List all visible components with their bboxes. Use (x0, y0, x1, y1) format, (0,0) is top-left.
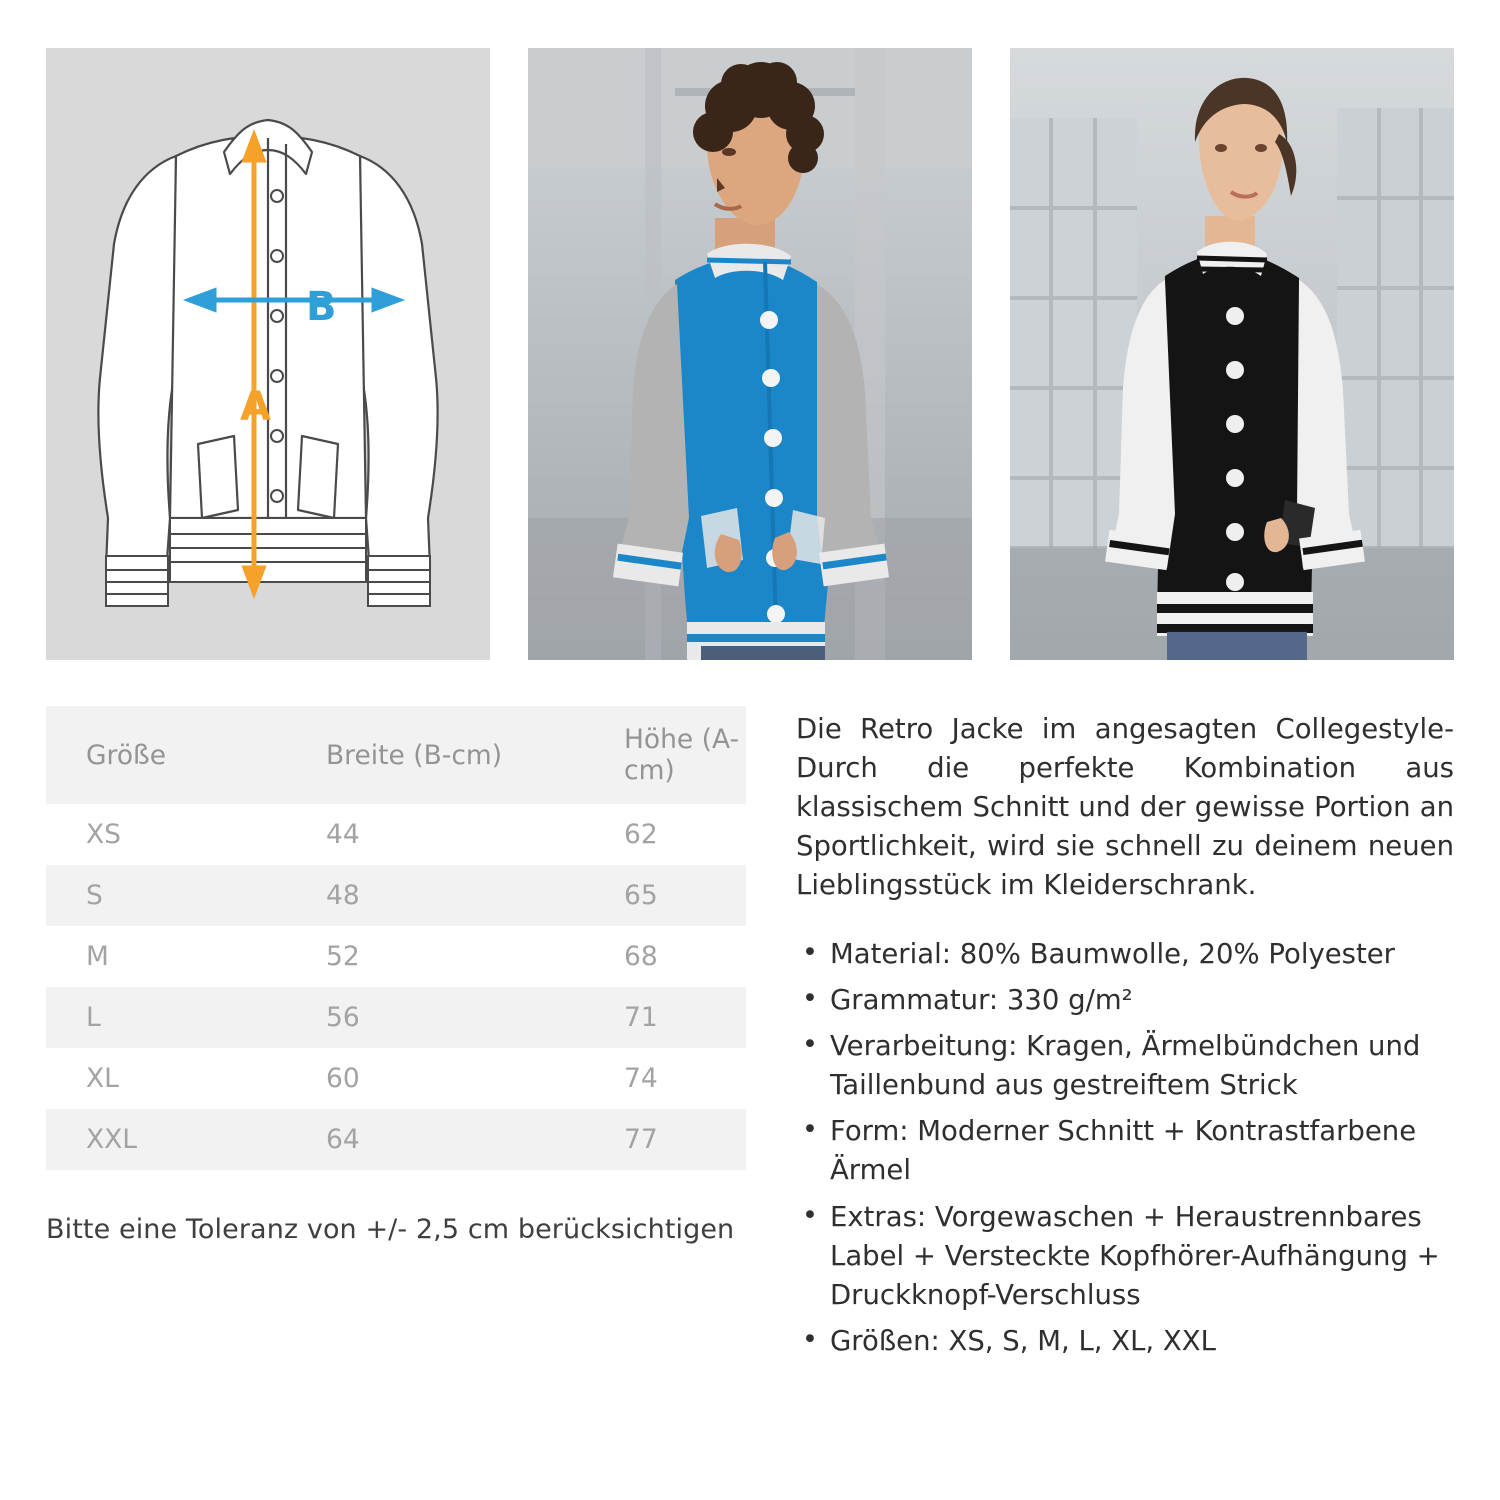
cell-height: 62 (624, 819, 658, 850)
feature-list (796, 935, 1454, 1360)
table-row (46, 1048, 746, 1109)
size-table-body (46, 804, 746, 1170)
table-row (46, 926, 746, 987)
cell-height: 74 (624, 1063, 658, 1094)
cell-height: 71 (624, 1002, 658, 1033)
size-diagram (46, 48, 490, 660)
cell-size: L (86, 1002, 101, 1033)
list-item: • Extras: Vorgewaschen + Heraustrennbares Label + Versteckte Kopfhörer-Aufhängung + Druckknopf-Verschluss (796, 1198, 1454, 1315)
cell-width: 48 (326, 880, 360, 911)
cell-size: M (86, 941, 109, 972)
model-photo-female (1010, 48, 1454, 660)
cell-size: XL (86, 1063, 119, 1094)
table-row (46, 804, 746, 865)
list-item: • Material: 80% Baumwolle, 20% Polyester (796, 935, 1454, 974)
column-header-width: Breite (B-cm) (286, 706, 584, 804)
list-item: • Form: Moderner Schnitt + Kontrastfarbene Ärmel (796, 1112, 1454, 1190)
content-row (46, 706, 1454, 1368)
female-model-illustration-icon (1010, 48, 1454, 660)
list-item: • Verarbeitung: Kragen, Ärmelbündchen und Taillenbund aus gestreiftem Strick (796, 1027, 1454, 1105)
description-paragraph: Die Retro Jacke im angesagten Collegestyle- Durch die perfekte Kombination aus klassischem Schnitt und der gewisse Portion an Sportlichkeit, wird sie schnell zu deinem neuen Lieblingsstück im Kleiderschrank. (796, 713, 1454, 902)
size-table-column (46, 706, 756, 1368)
table-row (46, 1109, 746, 1170)
list-item: • Größen: XS, S, M, L, XL, XXL (796, 1322, 1454, 1361)
cell-width: 64 (326, 1124, 360, 1155)
jacket-technical-drawing-icon (46, 48, 490, 660)
image-row (46, 48, 1454, 660)
size-table-head (46, 706, 746, 804)
width-label: B (306, 284, 337, 330)
list-item: • Grammatur: 330 g/m² (796, 981, 1454, 1020)
cell-height: 68 (624, 941, 658, 972)
cell-height: 65 (624, 880, 658, 911)
cell-width: 44 (326, 819, 360, 850)
height-label: A (240, 384, 271, 430)
tolerance-note: Bitte eine Toleranz von +/- 2,5 cm berücksichtigen (46, 1214, 735, 1245)
size-table (46, 706, 746, 1170)
cell-size: XS (86, 819, 121, 850)
cell-size: XXL (86, 1124, 138, 1155)
cell-height: 77 (624, 1124, 658, 1155)
model-photo-male (528, 48, 972, 660)
description-column (796, 706, 1454, 1368)
cell-width: 60 (326, 1063, 360, 1094)
table-row (46, 865, 746, 926)
cell-size: S (86, 880, 103, 911)
column-header-size: Größe (46, 706, 286, 804)
table-header-row (46, 706, 746, 804)
male-model-illustration-icon (528, 48, 972, 660)
cell-width: 56 (326, 1002, 360, 1033)
table-row (46, 987, 746, 1048)
column-header-height: Höhe (A-cm) (584, 706, 746, 804)
cell-width: 52 (326, 941, 360, 972)
